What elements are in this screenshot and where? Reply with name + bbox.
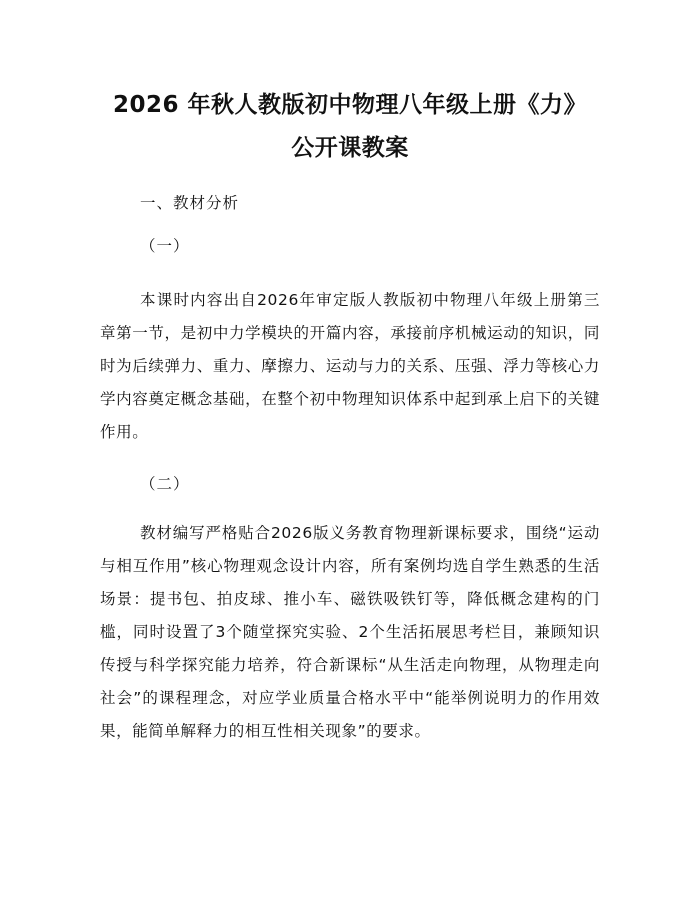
document-title-line1: 2026 年秋人教版初中物理八年级上册《力》 [112,92,588,118]
paragraph-2: 教材编写严格贴合2026版义务教育物理新课标要求，围绕“运动与相互作用”核心物理观念设计内容，所有案例均选自学生熟悉的生活场景：提书包、拍皮球、推小车、磁铁吸铁钉等，降低概念建构的门槛，同时设置了3个随堂探究实验、2个生活拓展思考栏目，兼顾知识传授与科学探究能力培养，符合新课标“从生活走向物理，从物理走向社会”的课程理念，对应学业质量合格水平中“能举例说明力的作用效果，能简单解释力的相互性相关现象”的要求。 [100,524,600,740]
document-title-line2: 公开课教案 [291,135,409,161]
subsection-label-1: （一） [140,237,190,255]
section-heading-textbook-analysis: 一、教材分析 [140,194,240,212]
paragraph-1: 本课时内容出自2026年审定版人教版初中物理八年级上册第三章第一节，是初中力学模块的开篇内容，承接前序机械运动的知识，同时为后续弹力、重力、摩擦力、运动与力的关系、压强、浮力等核心力学内容奠定概念基础，在整个初中物理知识体系中起到承上启下的关键作用。 [100,291,600,441]
subsection-label-2: （二） [140,475,190,493]
